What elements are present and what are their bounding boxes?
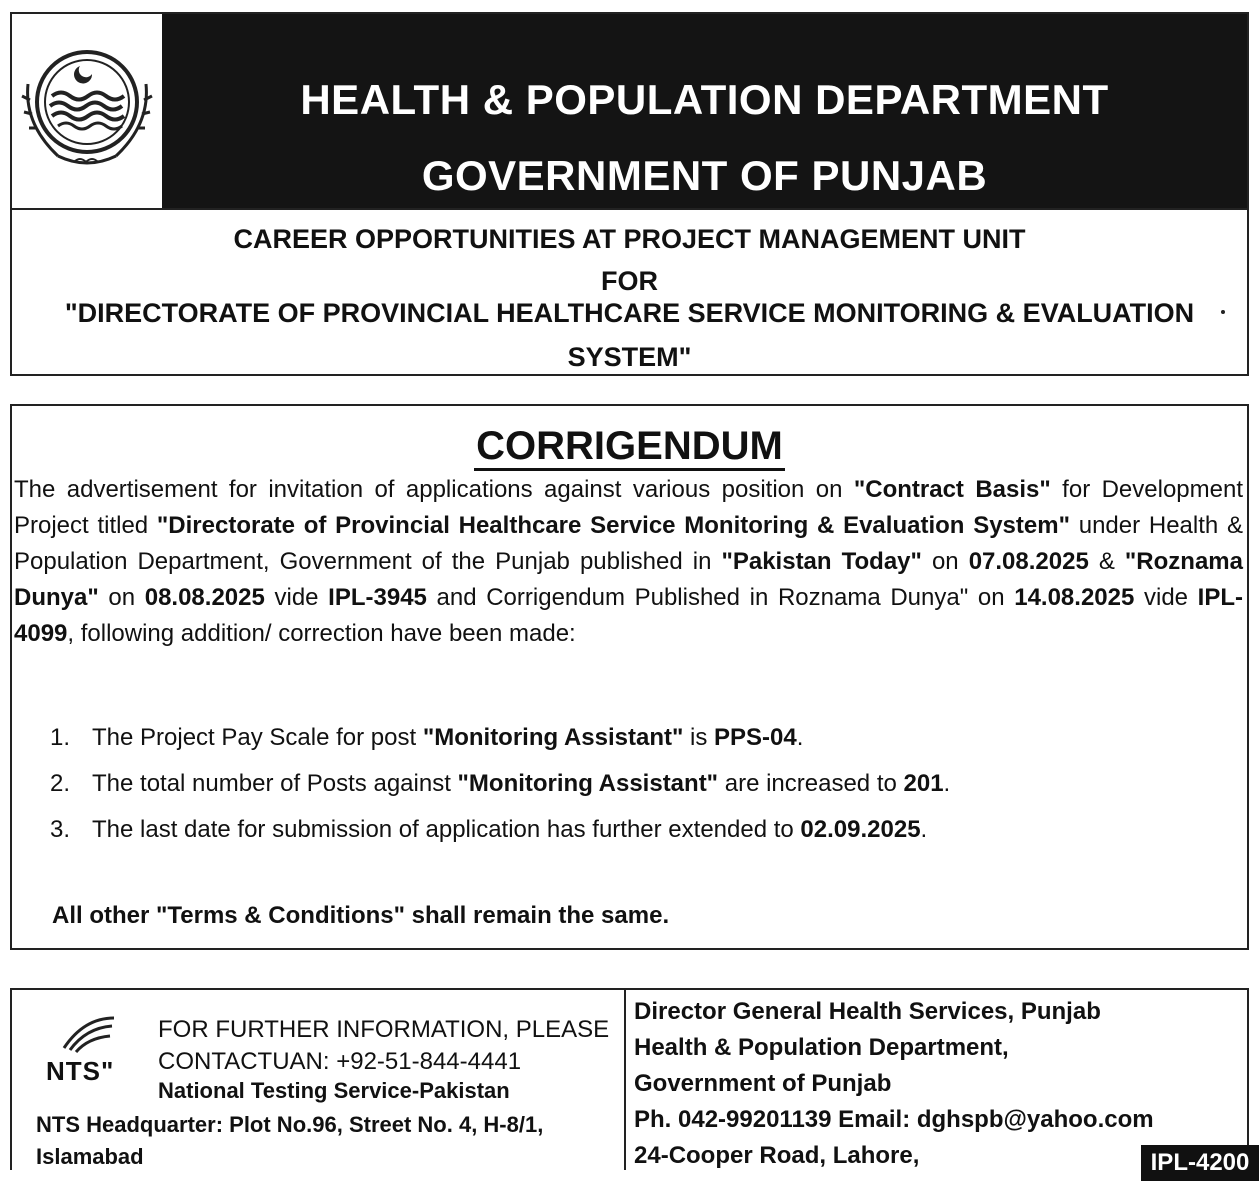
subheading-line-2: FOR bbox=[601, 266, 658, 296]
list-item: 1. The Project Pay Scale for post "Monitoring Assistant" is PPS-04. bbox=[50, 724, 804, 751]
government-name: Government of Punjab bbox=[634, 1070, 892, 1097]
office-address: 24-Cooper Road, Lahore, bbox=[634, 1142, 920, 1169]
header-banner bbox=[10, 12, 1249, 210]
footer-box bbox=[10, 988, 1249, 1170]
subheading-line-1: CAREER OPPORTUNITIES AT PROJECT MANAGEMENT UNIT bbox=[233, 224, 1026, 254]
nts-name: National Testing Service-Pakistan bbox=[158, 1078, 510, 1103]
list-item: 3. The last date for submission of application has further extended to 02.09.2025. bbox=[50, 816, 928, 843]
nts-address: NTS Headquarter: Plot No.96, Street No. 4, H-8/1, bbox=[36, 1112, 544, 1137]
phone-email: Ph. 042-99201139 Email: dghspb@yahoo.com bbox=[634, 1106, 1154, 1133]
corrections-list bbox=[50, 722, 950, 860]
nts-contact-section bbox=[12, 990, 626, 1170]
closing-statement: All other "Terms & Conditions" shall remain the same. bbox=[52, 902, 670, 929]
subheading-line-4: SYSTEM" bbox=[567, 342, 692, 372]
subheading-line-3: "DIRECTORATE OF PROVINCIAL HEALTHCARE SERVICE MONITORING & EVALUATION bbox=[64, 298, 1195, 328]
list-item: 2. The total number of Posts against "Monitoring Assistant" are increased to 201. bbox=[50, 770, 951, 797]
info-line-1: FOR FURTHER INFORMATION, PLEASE bbox=[158, 1016, 610, 1043]
contact-phone: CONTACTUAN: +92-51-844-4441 bbox=[158, 1048, 522, 1075]
department-title: HEALTH & POPULATION DEPARTMENT bbox=[300, 76, 1109, 123]
punjab-emblem-icon bbox=[18, 44, 156, 174]
nts-city: Islamabad bbox=[36, 1144, 144, 1169]
nts-signal-icon bbox=[58, 1014, 118, 1054]
dg-title: Director General Health Services, Punjab bbox=[634, 998, 1101, 1025]
government-title: GOVERNMENT OF PUNJAB bbox=[421, 152, 988, 199]
subheading-box bbox=[10, 210, 1249, 376]
department-name: Health & Population Department, bbox=[634, 1034, 1009, 1061]
emblem-box bbox=[12, 14, 164, 208]
nts-label: NTS" bbox=[46, 1056, 115, 1086]
title-band bbox=[162, 14, 1247, 208]
decorative-dot bbox=[1221, 310, 1225, 314]
corrigendum-title: CORRIGENDUM bbox=[12, 424, 1247, 469]
corrigendum-box bbox=[10, 404, 1249, 950]
corrigendum-paragraph: The advertisement for invitation of applications against various position on "Contract Basis" for Development Project titled "Directorate of Provincial Healthcare Service Monitoring & Evaluation System" under Health & Population Department, Government of the Punjab published in "Pakistan Today" on 07.08.2025 & "Roznama Dunya" on 08.08.2025 vide IPL-3945 and Corrigendum Published in Roznama Dunya" on 14.08.2025 vide IPL-4099, following addition/ correction have been made: bbox=[14, 476, 1244, 647]
ipl-number-badge: IPL-4200 bbox=[1141, 1145, 1259, 1181]
